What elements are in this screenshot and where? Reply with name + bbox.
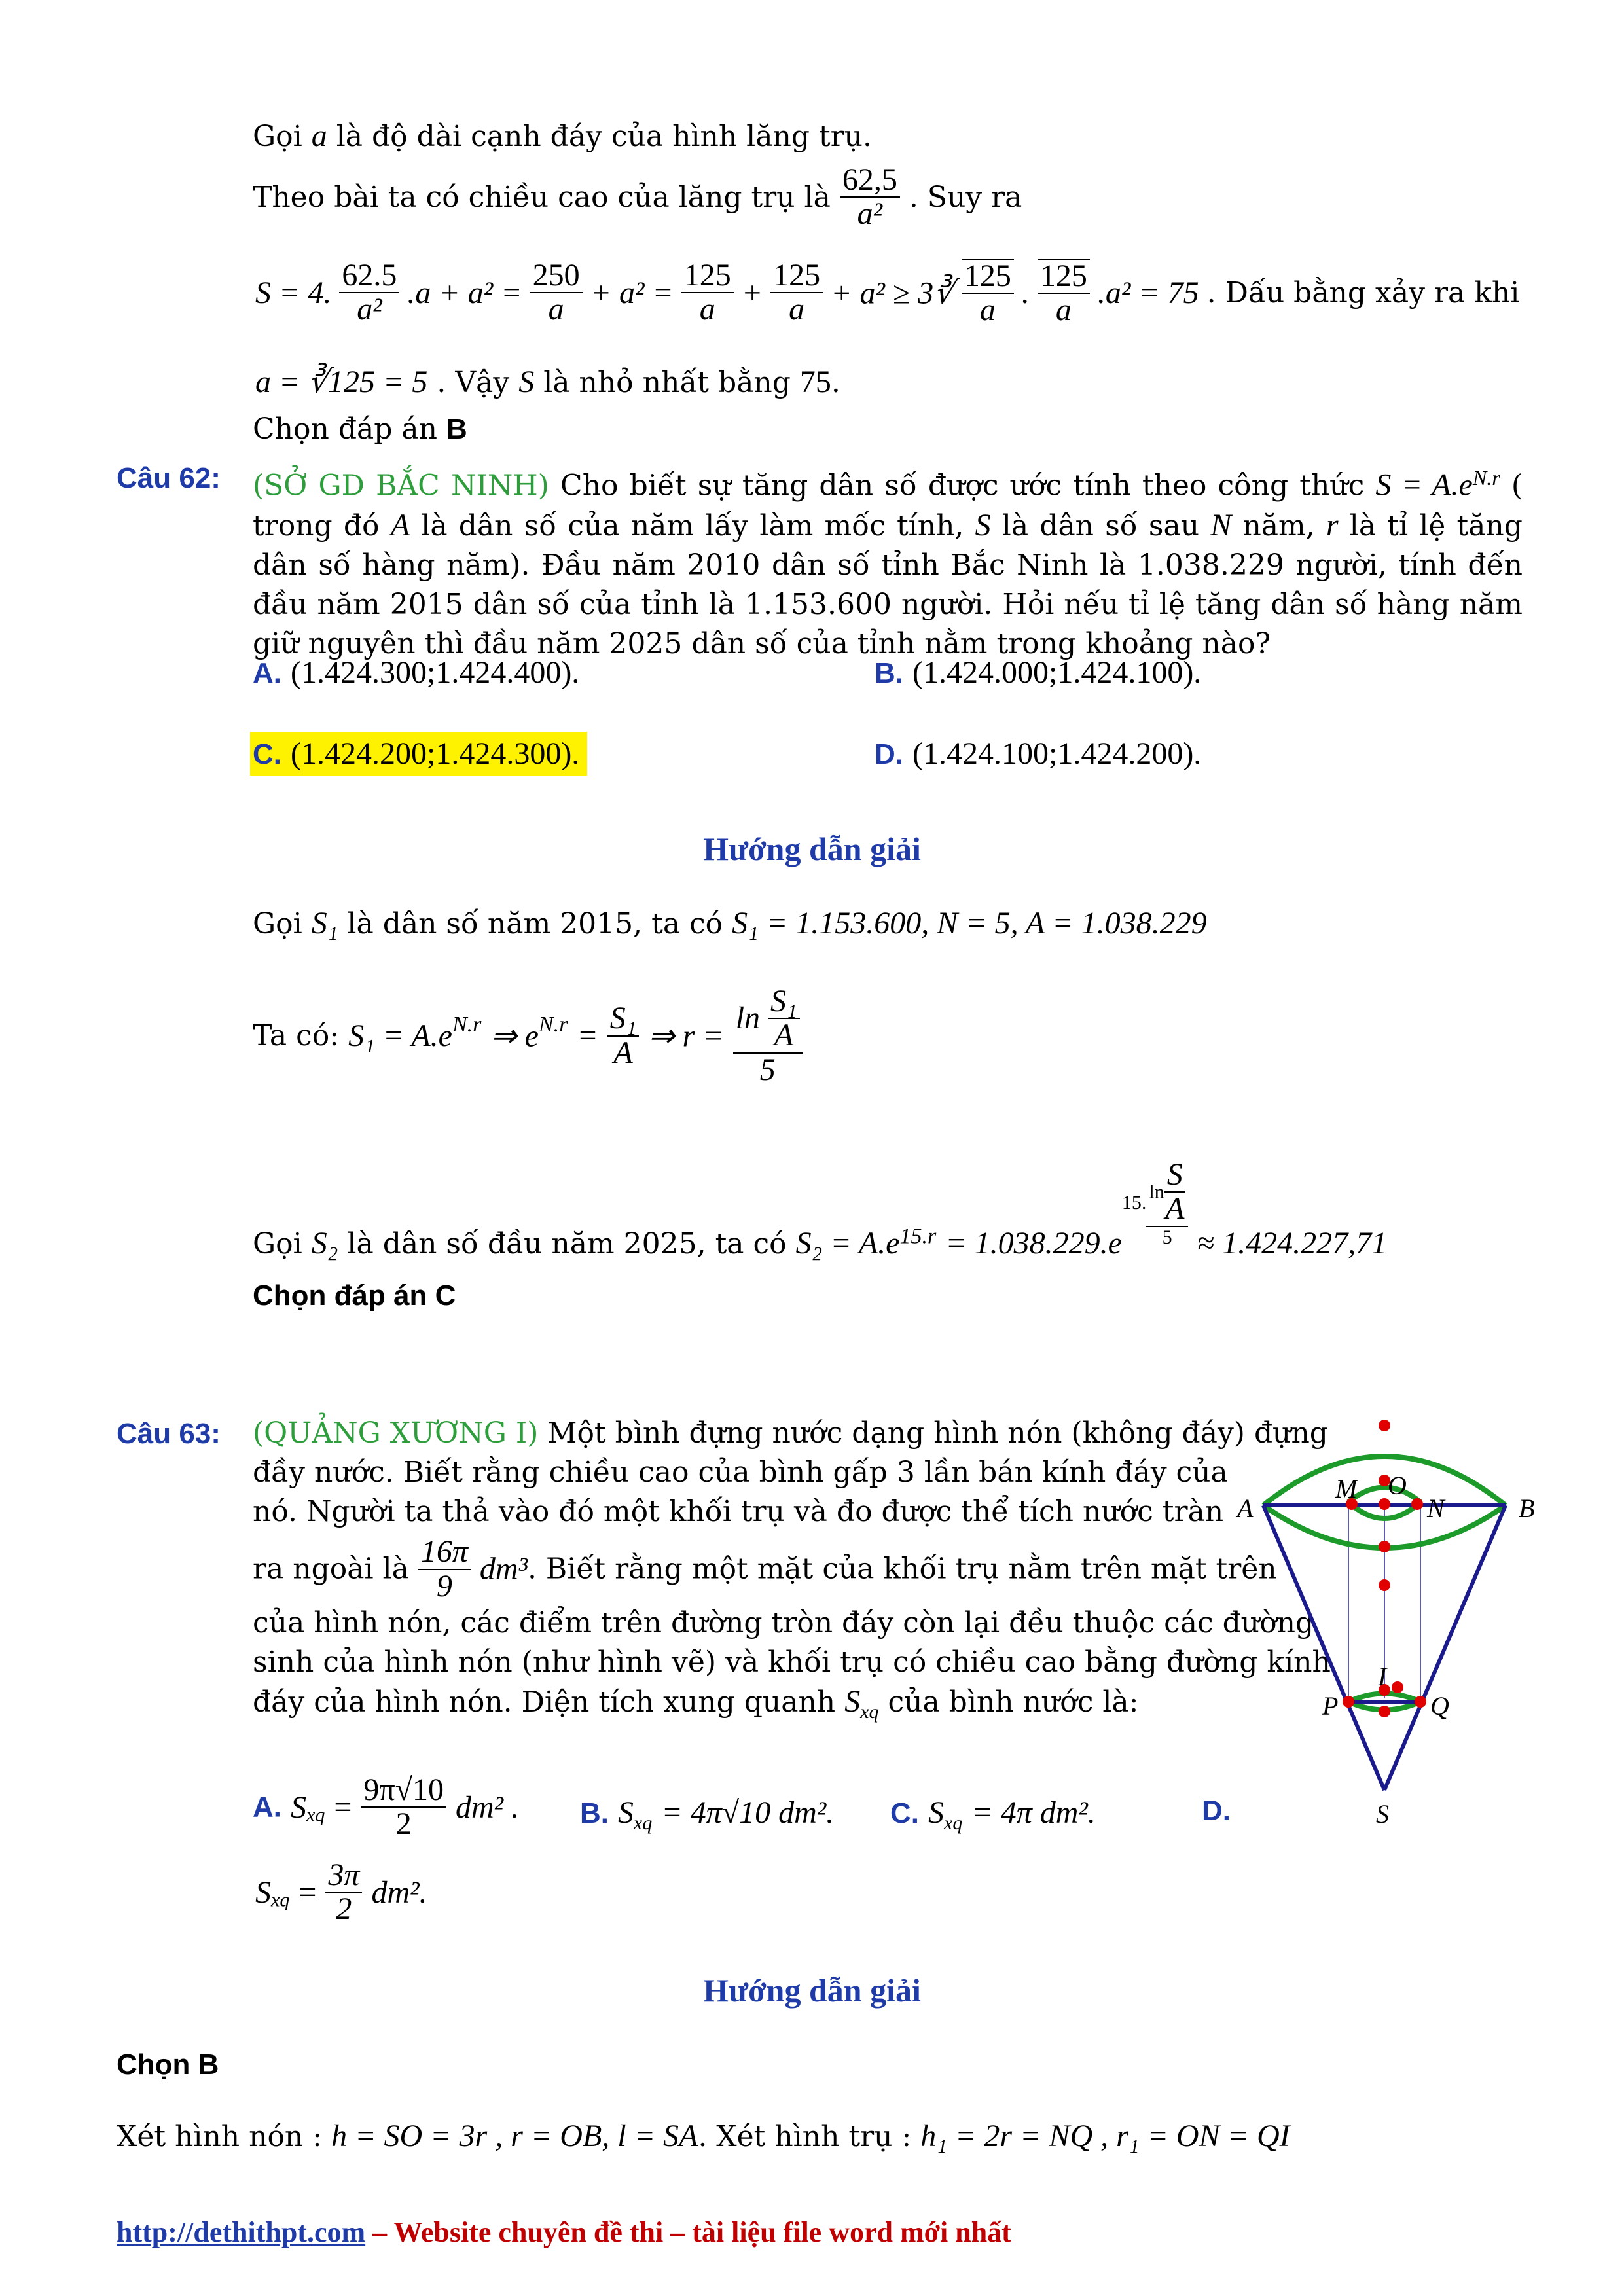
q63-label: Câu 63: xyxy=(117,1418,221,1450)
frac-num: 250 xyxy=(530,259,583,293)
frac-num: 3π xyxy=(325,1859,362,1893)
frac-den: a xyxy=(548,292,564,327)
frac-num: 125 xyxy=(1038,260,1090,294)
intro-equation xyxy=(255,259,1519,327)
intro-line-2 xyxy=(253,164,1022,231)
sub: xq xyxy=(634,1812,653,1834)
option-fraction xyxy=(325,1859,362,1926)
var: A xyxy=(390,507,410,543)
var: S xyxy=(975,507,991,543)
option-value: (1.424.300;1.424.400). xyxy=(291,655,580,690)
sub: xq xyxy=(271,1889,290,1911)
eq-frac xyxy=(962,259,1014,327)
q63-line-4 xyxy=(253,1532,1331,1604)
option-letter: B. xyxy=(580,1797,609,1829)
var-s: S xyxy=(518,365,535,399)
cone-figure xyxy=(1231,1420,1551,1826)
formula: S = A.e xyxy=(1375,467,1473,503)
inner-fraction xyxy=(768,985,800,1052)
eq-part: .a² = 75 xyxy=(1097,275,1199,310)
option-value: (1.424.100;1.424.200). xyxy=(912,736,1202,771)
sup: N.r xyxy=(452,1013,482,1037)
text: . Suy ra xyxy=(909,180,1022,214)
text: Gọi xyxy=(253,907,302,941)
formula-sup: N.r xyxy=(1472,466,1500,490)
option-letter: C. xyxy=(253,738,281,770)
label-n: N xyxy=(1427,1494,1445,1523)
q62-sol-line-1 xyxy=(253,905,1207,941)
q62-option-b[interactable] xyxy=(875,655,1201,691)
frac-den: 9 xyxy=(436,1568,452,1604)
label-m: M xyxy=(1335,1474,1358,1503)
math: ⇒ r = xyxy=(648,1018,724,1054)
q63-last-line xyxy=(117,2118,1290,2154)
text: . xyxy=(831,366,840,399)
option-letter: C. xyxy=(890,1797,919,1829)
volume-fraction xyxy=(418,1535,471,1603)
q63-line-3: nó. Người ta thả vào đó một khối trụ và đo được thể tích nước tràn xyxy=(253,1495,1224,1528)
option-value: (1.424.000;1.424.100). xyxy=(912,655,1202,690)
height-fraction xyxy=(840,164,900,231)
frac-den: A xyxy=(613,1035,633,1070)
math: S₁ = A.e xyxy=(348,1018,452,1054)
option-value: (1.424.200;1.424.300). xyxy=(291,736,580,771)
frac-num: S₁ xyxy=(768,985,800,1019)
exp-fraction xyxy=(1146,1158,1187,1247)
q63-option-b[interactable] xyxy=(580,1795,834,1835)
text: Chọn đáp án xyxy=(253,412,437,446)
answer-letter: B xyxy=(446,413,467,445)
eq-frac xyxy=(339,259,399,327)
math: S xyxy=(291,1789,306,1825)
q62-answer: Chọn đáp án C xyxy=(253,1280,456,1312)
eq-frac xyxy=(770,259,823,327)
text: . Xét hình trụ : xyxy=(698,2120,912,2153)
eq-part: + a² ≥ 3∛ xyxy=(831,276,954,311)
text: là dân số sau xyxy=(1001,509,1200,543)
point xyxy=(1392,1681,1403,1693)
text: là dân số của năm lấy làm mốc tính, xyxy=(421,509,964,543)
point-q xyxy=(1415,1696,1426,1708)
q63-source: (QUẢNG XƯƠNG I) xyxy=(253,1416,539,1450)
frac-num: 9π√10 xyxy=(361,1774,446,1808)
label-b: B xyxy=(1519,1494,1535,1523)
frac-den: A xyxy=(774,1018,794,1053)
q63-option-c[interactable] xyxy=(890,1795,1096,1835)
ln: ln xyxy=(735,1001,761,1036)
math: S₂ = A.e xyxy=(795,1226,900,1261)
frac-num: 16π xyxy=(418,1535,471,1570)
math: S xyxy=(255,1874,271,1910)
frac-den: A xyxy=(1165,1191,1185,1227)
frac-den: a² xyxy=(857,196,883,232)
text: của bình nước là: xyxy=(888,1685,1139,1719)
option-letter: A. xyxy=(253,1791,281,1823)
q62-guide-heading: Hướng dẫn giải xyxy=(703,831,921,867)
q63-guide-heading: Hướng dẫn giải xyxy=(703,1972,921,2009)
option-fraction xyxy=(361,1774,446,1841)
frac-den: a xyxy=(699,292,715,327)
sub: xq xyxy=(944,1812,963,1834)
point xyxy=(1379,1706,1390,1717)
fraction xyxy=(607,1002,640,1069)
math: ≈ 1.424.227,71 xyxy=(1197,1226,1388,1261)
point xyxy=(1379,1541,1390,1552)
math: h = SO = 3r , r = OB, l = SA xyxy=(331,2119,698,2153)
math: ⇒ e xyxy=(490,1018,539,1054)
q63-line-6: sinh của hình nón (như hình vẽ) và khối trụ có chiều cao bằng đường kính xyxy=(253,1645,1331,1679)
frac-den: 5 xyxy=(1162,1226,1172,1248)
text: . Biết rằng một mặt của khối trụ nằm trên mặt trên xyxy=(527,1552,1277,1586)
unit: dm³ xyxy=(479,1551,528,1587)
frac-num: 125 xyxy=(962,260,1014,294)
frac-den: 2 xyxy=(395,1806,412,1842)
var: S₂ xyxy=(311,1226,338,1261)
q62-option-c[interactable] xyxy=(250,732,587,776)
text: Gọi xyxy=(253,120,302,153)
frac-num: 125 xyxy=(681,259,734,293)
eq-frac xyxy=(681,259,734,327)
text: Xét hình nón : xyxy=(117,2120,323,2153)
option-letter: B. xyxy=(875,657,903,689)
q62-sol-line-2 xyxy=(253,985,803,1086)
text: đáy của hình nón. Diện tích xung quanh xyxy=(253,1685,836,1719)
sup: 15.r xyxy=(899,1224,937,1249)
ln-numerator xyxy=(733,985,803,1054)
frac-num: 62,5 xyxy=(840,164,900,198)
math: = xyxy=(298,1874,317,1910)
exponent xyxy=(1122,1158,1188,1247)
option-letter: A. xyxy=(253,657,281,689)
text: Ta có: xyxy=(253,1019,340,1053)
frac-num: 62.5 xyxy=(339,259,399,293)
eq-part: S = 4. xyxy=(255,275,332,310)
q62-option-d[interactable] xyxy=(875,736,1201,772)
frac-den: 2 xyxy=(336,1892,352,1927)
q62-source: (SỞ GD BẮC NINH) xyxy=(253,469,549,503)
ln-fraction xyxy=(733,985,803,1086)
text: Một bình đựng nước dạng hình nón (không đáy) đựng xyxy=(547,1416,1328,1450)
text: ra ngoài là xyxy=(253,1552,409,1586)
exp-num xyxy=(1146,1158,1187,1227)
q63-option-d xyxy=(255,1859,427,1926)
frac-den: a xyxy=(789,292,805,327)
var: S₁ xyxy=(311,906,338,941)
text: là độ dài cạnh đáy của hình lăng trụ. xyxy=(336,120,872,153)
q63-option-d-letter[interactable]: D. xyxy=(1202,1795,1231,1827)
q62-option-a[interactable] xyxy=(253,655,579,691)
frac-den: a xyxy=(979,293,996,328)
math: S₁ = 1.153.600, N = 5, A = 1.038.229 xyxy=(732,906,1207,941)
var: N xyxy=(1210,507,1232,543)
text: Theo bài ta có chiều cao của lăng trụ là xyxy=(253,180,831,214)
eq-part: .a + a² = xyxy=(407,275,522,310)
sup: N.r xyxy=(538,1013,568,1037)
frac-den: a² xyxy=(357,292,382,327)
ln: ln xyxy=(1149,1181,1164,1203)
text: là dân số năm 2015, ta có xyxy=(347,907,723,941)
label-o: O xyxy=(1388,1471,1407,1500)
text: Gọi xyxy=(253,1227,302,1261)
footer-text: – Website chuyên đề thi – tài liệu file word mới nhất xyxy=(365,2216,1011,2248)
label-s: S xyxy=(1376,1799,1389,1826)
sub: xq xyxy=(306,1804,325,1826)
text: Cho biết sự tăng dân số được ước tính theo công thức xyxy=(560,469,1365,503)
intro-line-4 xyxy=(255,363,840,400)
intro-line-1 xyxy=(253,118,872,154)
label-a: A xyxy=(1237,1494,1254,1523)
exp-pre: 15. xyxy=(1121,1192,1147,1214)
math: = 1.038.229.e xyxy=(945,1226,1122,1261)
footer xyxy=(117,2215,1011,2249)
q63-line-1 xyxy=(253,1414,1331,1453)
point-n xyxy=(1411,1498,1423,1510)
var-a: a xyxy=(311,118,327,153)
label-p: P xyxy=(1322,1691,1339,1721)
q62-text xyxy=(253,458,1523,664)
var: S xyxy=(844,1684,861,1719)
eq-part: . xyxy=(1021,275,1030,310)
value: 75 xyxy=(799,365,831,399)
frac-den: 5 xyxy=(759,1052,776,1087)
eq-part: + a² = xyxy=(590,275,674,310)
point xyxy=(1379,1579,1390,1591)
q63-line-2: đầy nước. Biết rằng chiều cao của bình gấp 3 lần bán kính đáy của xyxy=(253,1456,1228,1489)
q63-line-7 xyxy=(253,1682,1331,1732)
q63-text xyxy=(253,1414,1331,1732)
frac-den: a xyxy=(1055,293,1072,328)
text: năm, xyxy=(1242,509,1315,543)
eq-frac xyxy=(530,259,583,327)
var: r xyxy=(1326,507,1339,543)
text: . Dấu bằng xảy ra khi xyxy=(1206,276,1520,310)
point xyxy=(1379,1420,1390,1431)
frac-num: S xyxy=(1164,1158,1185,1193)
text: là tỉ lệ tăng dân số hàng năm). Đầu năm 2010 dân số tỉnh Bắc Ninh là 1.038.229 người, tính đến đầu năm 2015 dân số của tỉnh là 1.153.600 người. Hỏi nếu tỉ lệ tăng dân số hàng năm giữ nguyên thì đầu năm 2025 dân số của tỉnh nằm trong khoảng nào? xyxy=(253,509,1523,660)
option-letter: D. xyxy=(875,738,903,770)
unit: dm². xyxy=(371,1874,427,1910)
eq-frac xyxy=(1038,259,1090,327)
q63-line-5: của hình nón, các điểm trên đường tròn đáy còn lại đều thuộc các đường xyxy=(253,1606,1314,1640)
point-p xyxy=(1343,1696,1354,1708)
math: h₁ = 2r = NQ , r₁ = ON = QI xyxy=(920,2119,1290,2153)
text: là nhỏ nhất bằng xyxy=(543,366,791,399)
q63-option-a[interactable] xyxy=(253,1774,519,1841)
text: là dân số đầu năm 2025, ta có xyxy=(347,1227,787,1261)
text: ( trong đó xyxy=(253,469,1523,543)
math: S xyxy=(928,1795,944,1830)
math: a = ∛125 = 5 xyxy=(255,365,428,399)
inner-fraction xyxy=(1164,1158,1185,1226)
footer-link[interactable]: http://dethithpt.com xyxy=(117,2216,366,2248)
unit: dm² . xyxy=(455,1789,520,1825)
math: = 4π√10 dm². xyxy=(661,1795,835,1830)
math: S xyxy=(618,1795,634,1830)
math: = xyxy=(334,1789,352,1825)
math: = xyxy=(577,1018,598,1054)
sub: xq xyxy=(860,1700,879,1723)
eq-part: + xyxy=(741,275,763,310)
q62-label: Câu 62: xyxy=(117,462,221,494)
intro-choose xyxy=(253,412,467,446)
q63-answer: Chọn B xyxy=(117,2049,219,2081)
math: = 4π dm². xyxy=(971,1795,1096,1830)
label-i: I xyxy=(1378,1662,1387,1691)
frac-num: 125 xyxy=(770,259,823,293)
label-q: Q xyxy=(1430,1691,1449,1721)
text: . Vậy xyxy=(437,366,510,399)
frac-num: S₁ xyxy=(607,1002,640,1036)
